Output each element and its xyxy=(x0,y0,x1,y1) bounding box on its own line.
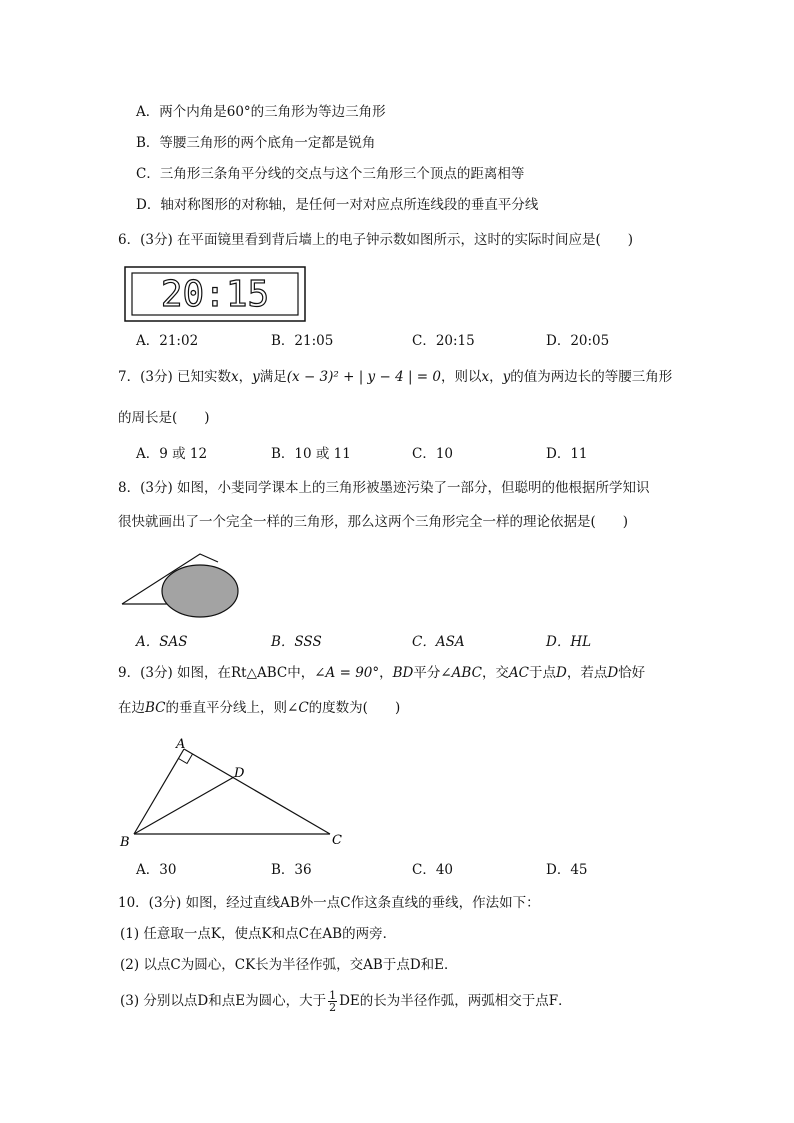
q9-ac: AC xyxy=(508,665,530,681)
q7-option-a: A．9 或 12 xyxy=(136,446,208,462)
q9-option-a: A．30 xyxy=(136,862,177,878)
q7-var-y: y xyxy=(252,369,260,385)
q6-stem: 6．(3分) 在平面镜里看到背后墙上的电子钟示数如图所示，这时的实际时间应是( ) xyxy=(118,232,634,248)
q9-bd: BD xyxy=(392,665,414,681)
q9-option-b: B．36 xyxy=(271,862,312,878)
q9-text-g: 在边 xyxy=(118,700,145,716)
q10-step3-text-b: DE的长为半径作弧，两弧相交于点F． xyxy=(339,993,572,1009)
q10-step3 xyxy=(120,990,572,1013)
clock-digits: 20:15 xyxy=(160,274,270,315)
q8-stem-line2: 很快就画出了一个完全一样的三角形，那么这两个三角形完全一样的理论依据是( ) xyxy=(118,514,629,530)
q5-option-a: A．两个内角是60°的三角形为等边三角形 xyxy=(136,104,386,120)
q7-stem-part4: 的值为两边长的等腰三角形 xyxy=(510,369,673,385)
q7-option-c: C．10 xyxy=(412,446,454,462)
q9-text-d: 于点 xyxy=(529,665,557,681)
q8-option-b: B．SSS xyxy=(271,634,322,650)
q9-text-a: 9．(3分) 如图，在Rt△ABC中， xyxy=(118,665,315,681)
ink-stain xyxy=(162,565,238,617)
q9-option-c: C．40 xyxy=(412,862,454,878)
fraction-numerator: 1 xyxy=(329,989,337,1002)
label-b: B xyxy=(120,835,130,850)
fraction-denominator: 2 xyxy=(329,1001,337,1014)
side-ab xyxy=(134,749,184,834)
q9-text-c: ，交 xyxy=(481,665,509,681)
stained-triangle-figure xyxy=(118,548,243,620)
q7-stem-line2: 的周长是( ) xyxy=(118,410,210,426)
q5-option-c: C．三角形三条角平分线的交点与这个三角形三个顶点的距离相等 xyxy=(136,166,525,182)
q7-var-x2: x xyxy=(481,369,490,385)
q8-option-a: A．SAS xyxy=(136,634,188,650)
q7-var-y2: y xyxy=(502,369,511,385)
q9-text-b: 平分 xyxy=(413,665,441,681)
q9-angle-a: ∠A = 90° xyxy=(314,665,380,681)
q9-option-d: D．45 xyxy=(546,862,588,878)
q9-point-d2: D xyxy=(607,665,619,681)
segment-bd xyxy=(134,777,234,834)
q6-option-c: C．20:15 xyxy=(412,333,475,349)
q9-text-f: 恰好 xyxy=(618,665,646,681)
q9-sep: ， xyxy=(379,665,393,681)
side-ac xyxy=(184,749,330,834)
q9-angle-abc: ∠ABC xyxy=(440,665,482,681)
q5-option-b: B．等腰三角形的两个底角一定都是锐角 xyxy=(136,135,376,151)
q9-text-h: 的垂直平分线上，则 xyxy=(165,700,288,716)
q7-stem-line1 xyxy=(118,367,672,387)
q6-option-b: B．21:05 xyxy=(271,333,334,349)
q6-option-a: A．21:02 xyxy=(136,333,199,349)
q10-step3-text-a: (3) 分别以点D和点E为圆心，大于 xyxy=(120,993,327,1009)
mirror-clock-figure xyxy=(124,266,306,322)
q9-angle-c: ∠C xyxy=(287,700,309,716)
q9-stem-line2 xyxy=(118,698,400,718)
q5-option-d: D．轴对称图形的对称轴，是任何一对对应点所连线段的垂直平分线 xyxy=(136,197,539,213)
q9-text-e: ，若点 xyxy=(566,665,608,681)
q9-stem-line1 xyxy=(118,663,645,683)
q10-step2: (2) 以点C为圆心，CK长为半径作弧，交AB于点D和E． xyxy=(120,957,458,973)
label-a: A xyxy=(176,737,186,752)
q7-stem-part1: 7．(3分) 已知实数 xyxy=(118,369,232,385)
q9-bc: BC xyxy=(145,700,166,716)
q8-option-c: C．ASA xyxy=(412,634,465,650)
q10-step1: (1) 任意取一点K，使点K和点C在AB的两旁． xyxy=(120,926,397,942)
q10-stem: 10．(3分) 如图，经过直线AB外一点C作这条直线的垂线，作法如下： xyxy=(118,895,540,911)
q7-comma: ， xyxy=(238,369,253,385)
q6-option-d: D．20:05 xyxy=(546,333,610,349)
right-triangle-figure xyxy=(116,734,356,852)
q7-option-d: D．11 xyxy=(546,446,588,462)
q7-var-x: x xyxy=(231,369,239,385)
label-c: C xyxy=(332,833,342,848)
q7-comma2: ， xyxy=(489,369,503,385)
q9-text-i: 的度数为( ) xyxy=(308,700,401,716)
one-half-fraction xyxy=(328,990,337,1013)
q7-stem-part3: ，则以 xyxy=(441,369,482,385)
q8-stem-line1: 8．(3分) 如图，小斐同学课本上的三角形被墨迹污染了一部分，但聪明的他根据所学知识 xyxy=(118,480,650,496)
q9-point-d: D xyxy=(556,665,567,681)
q8-option-d: D．HL xyxy=(546,634,592,650)
q7-option-b: B．10 或 11 xyxy=(271,446,351,462)
q7-stem-part2: 满足 xyxy=(259,369,287,385)
q7-equation: (x − 3)² + | y − 4 | = 0 xyxy=(286,369,441,385)
label-d: D xyxy=(234,766,245,781)
